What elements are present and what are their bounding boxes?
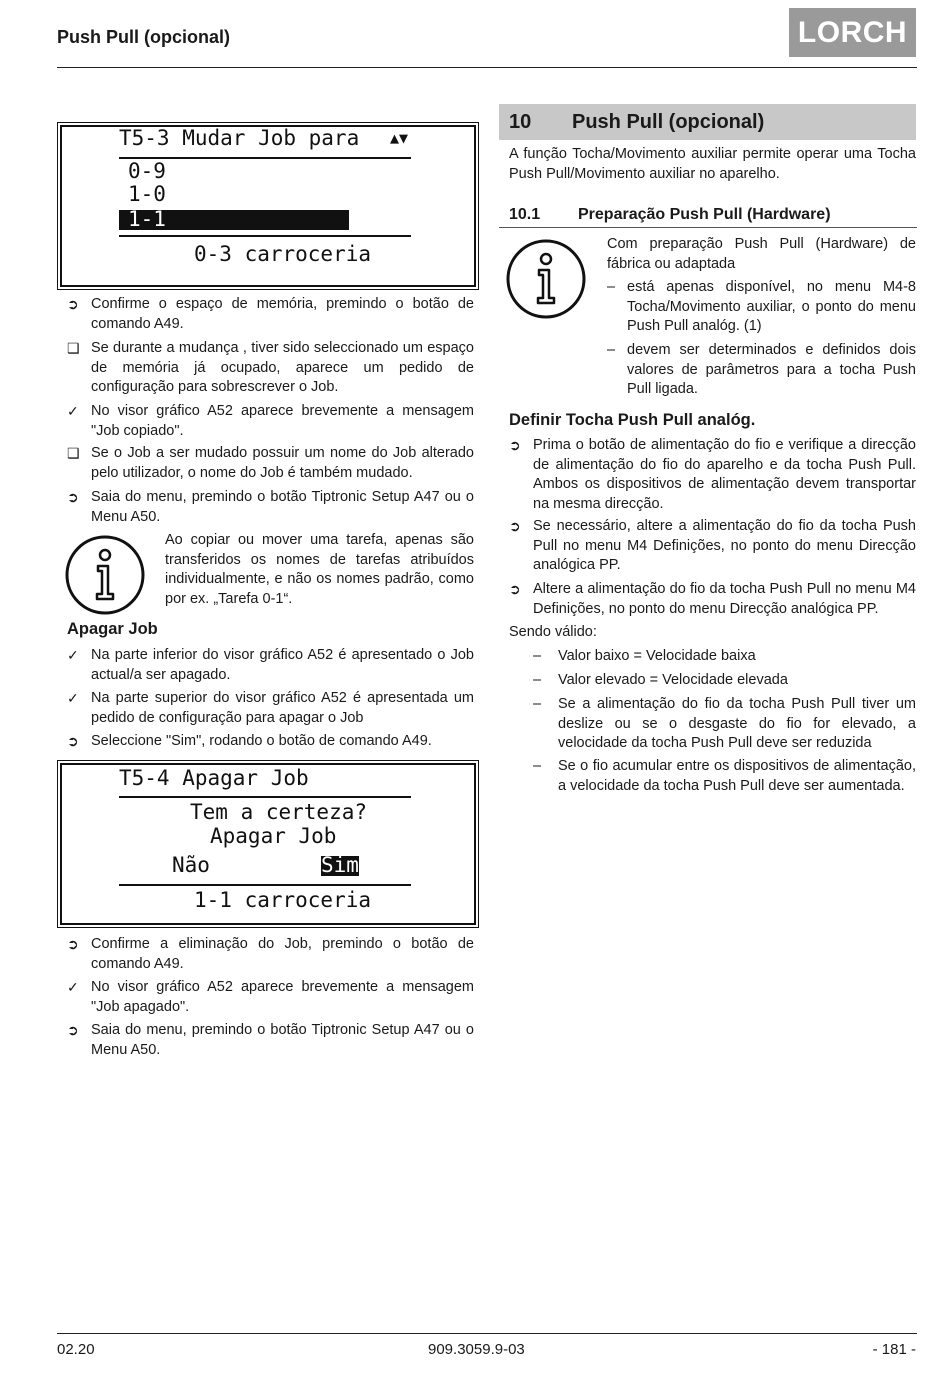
lcd-row: 0-9 bbox=[128, 159, 166, 183]
list-item: No visor gráfico A52 aparece brevemente a mensagem "Job apagado". bbox=[91, 979, 474, 1015]
lcd-divider bbox=[119, 796, 411, 798]
list-item: Se durante a mudança , tiver sido seleccionado um espaço de memória já ocupado, aparece um pedido de configuração para sobrescrever o Job. bbox=[91, 340, 474, 395]
subsection-rule bbox=[499, 227, 917, 228]
list-item: Prima o botão de alimentação do fio e verifique a direcção de alimentação do fio do aparelho e da tocha Push Pull. Ambos os dispositivos de alimentação devem transportar na mesma direcção. bbox=[533, 437, 916, 512]
list-item: Confirme o espaço de memória, premindo o botão de comando A49. bbox=[91, 296, 474, 332]
subsection-number: 10.1 bbox=[509, 206, 541, 223]
lcd-footer: 0-3 carroceria bbox=[194, 242, 372, 266]
arrow-icon: ➲ bbox=[67, 936, 79, 952]
footer-page-number: - 181 - bbox=[872, 1341, 916, 1358]
info-icon bbox=[505, 238, 587, 320]
valid-label: Sendo válido: bbox=[509, 624, 597, 640]
checkbox-icon: ❑ bbox=[67, 445, 80, 461]
list-item: Na parte inferior do visor gráfico A52 é apresentado o Job actual/a ser apagado. bbox=[91, 647, 474, 683]
list-item: Na parte superior do visor gráfico A52 é apresentada um pedido de configuração para apagar o Job bbox=[91, 690, 474, 726]
dash-marker: – bbox=[533, 696, 542, 712]
check-icon: ✓ bbox=[67, 403, 79, 419]
lcd-title: T5-4 Apagar Job bbox=[119, 766, 309, 790]
lcd-divider bbox=[119, 884, 411, 886]
lcd-divider bbox=[119, 235, 411, 237]
section-number: 10 bbox=[509, 111, 532, 133]
section-title: Push Pull (opcional) bbox=[572, 111, 765, 133]
lorch-logo: LORCH bbox=[789, 8, 916, 57]
footer-date: 02.20 bbox=[57, 1341, 95, 1358]
dash-marker: – bbox=[533, 648, 542, 664]
list-item: Se necessário, altere a alimentação do fio da tocha Push Pull no menu M4 Definições, no ponto do menu Direcção analógica PP. bbox=[533, 518, 916, 573]
lcd-option-yes: Sim bbox=[321, 853, 359, 877]
lcd-action: Apagar Job bbox=[210, 824, 337, 848]
valid-dash-item: Valor baixo = Velocidade baixa bbox=[558, 648, 756, 664]
checkbox-icon: ❑ bbox=[67, 340, 80, 356]
info-lead: Com preparação Push Pull (Hardware) de fábrica ou adaptada bbox=[607, 236, 916, 272]
dash-marker: – bbox=[607, 342, 616, 358]
lcd-row: 1-0 bbox=[128, 182, 166, 206]
section-intro: A função Tocha/Movimento auxiliar permite operar uma Tocha Push Pull/Movimento auxiliar no aparelho. bbox=[509, 146, 916, 182]
info-note: Ao copiar ou mover uma tarefa, apenas são transferidos os nomes de tarefas atribuídos individualmente, e não os nomes padrão, como por ex. „Tarefa 0-1“. bbox=[165, 532, 474, 607]
lcd-title: T5-3 Mudar Job para bbox=[119, 126, 360, 150]
header-rule bbox=[57, 67, 917, 68]
arrow-icon: ➲ bbox=[509, 581, 521, 597]
section-heading bbox=[499, 104, 916, 140]
lcd-option-no: Não bbox=[172, 853, 210, 877]
lcd-footer: 1-1 carroceria bbox=[194, 888, 372, 912]
check-icon: ✓ bbox=[67, 690, 79, 706]
info-dash-item: está apenas disponível, no menu M4-8 Tocha/Movimento auxiliar, o ponto do menu Push Pull analóg. (1) bbox=[627, 279, 916, 334]
define-heading: Definir Tocha Push Pull analóg. bbox=[509, 411, 756, 429]
footer-rule bbox=[57, 1333, 917, 1334]
valid-dash-item: Se o fio acumular entre os dispositivos de alimentação, a velocidade da tocha Push Pull deve ser aumentada. bbox=[558, 758, 916, 794]
list-item: Saia do menu, premindo o botão Tiptronic Setup A47 ou o Menu A50. bbox=[91, 489, 474, 525]
arrow-icon: ➲ bbox=[67, 1022, 79, 1038]
page-header-title: Push Pull (opcional) bbox=[57, 27, 231, 47]
lcd-display-delete-job bbox=[60, 763, 476, 925]
lcd-display-move-job bbox=[60, 125, 476, 287]
arrow-icon: ➲ bbox=[509, 437, 521, 453]
up-down-arrows-icon: ▲▼ bbox=[390, 129, 409, 147]
arrow-icon: ➲ bbox=[67, 733, 79, 749]
list-item: Altere a alimentação do fio da tocha Push Pull no menu M4 Definições, no ponto do menu Direcção analógica PP. bbox=[533, 581, 916, 617]
dash-marker: – bbox=[533, 672, 542, 688]
list-item: Se o Job a ser mudado possuir um nome do Job alterado pelo utilizador, o nome do Job é também mudado. bbox=[91, 445, 474, 481]
dash-marker: – bbox=[607, 279, 616, 295]
lcd-question: Tem a certeza? bbox=[190, 800, 368, 824]
arrow-icon: ➲ bbox=[509, 518, 521, 534]
info-dash-item: devem ser determinados e definidos dois valores de parâmetros para a tocha Push Pull ligada. bbox=[627, 342, 916, 397]
valid-dash-item: Valor elevado = Velocidade elevada bbox=[558, 672, 788, 688]
list-item: Confirme a eliminação do Job, premindo o botão de comando A49. bbox=[91, 936, 474, 972]
arrow-icon: ➲ bbox=[67, 489, 79, 505]
subsection-title: Preparação Push Pull (Hardware) bbox=[578, 206, 831, 223]
valid-dash-item: Se a alimentação do fio da tocha Push Pull tiver um deslize ou se o desgaste do fio for elevado, a velocidade da tocha Push Pull deve ser reduzida bbox=[558, 696, 916, 751]
footer-doc-number: 909.3059.9-03 bbox=[428, 1341, 525, 1358]
check-icon: ✓ bbox=[67, 647, 79, 663]
list-item: Seleccione "Sim", rodando o botão de comando A49. bbox=[91, 733, 432, 749]
lcd-row-selected: 1-1 bbox=[119, 210, 349, 230]
arrow-icon: ➲ bbox=[67, 296, 79, 312]
list-item: Saia do menu, premindo o botão Tiptronic Setup A47 ou o Menu A50. bbox=[91, 1022, 474, 1058]
info-icon bbox=[64, 534, 146, 616]
list-item: No visor gráfico A52 aparece brevemente a mensagem "Job copiado". bbox=[91, 403, 474, 439]
dash-marker: – bbox=[533, 758, 542, 774]
apagar-job-heading: Apagar Job bbox=[67, 620, 158, 638]
check-icon: ✓ bbox=[67, 979, 79, 995]
